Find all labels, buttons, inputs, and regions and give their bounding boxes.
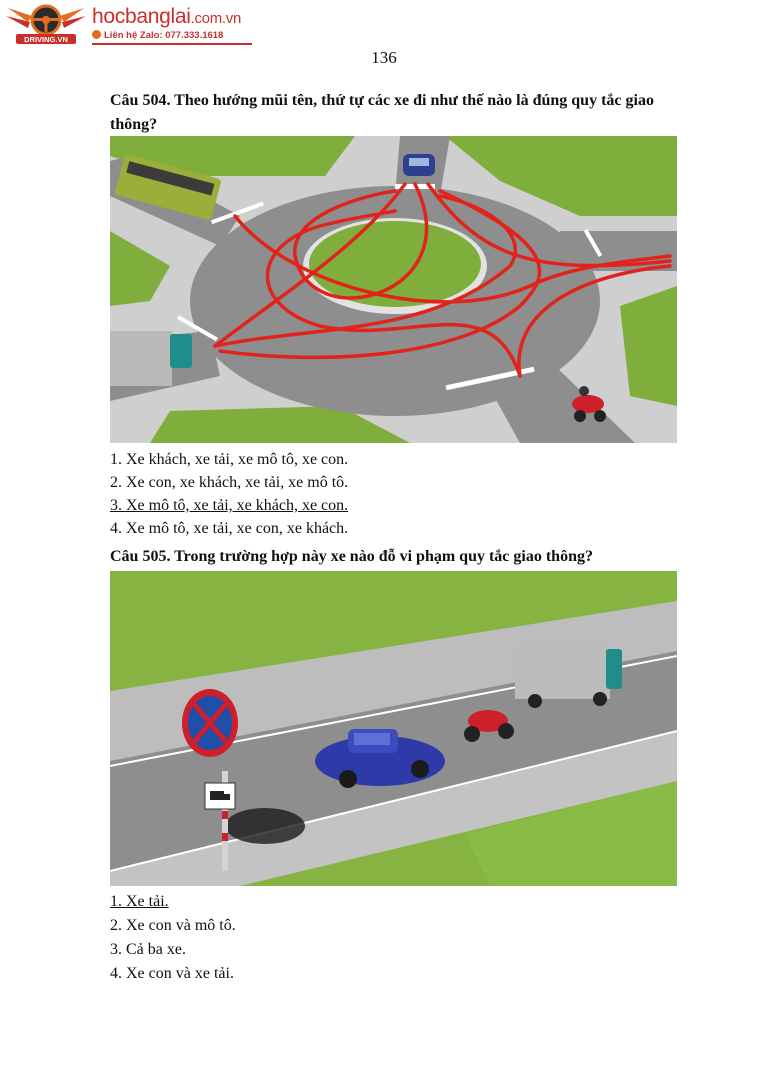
logo-badge-text: DRIVING.VN	[24, 35, 68, 44]
answer-504-4[interactable]: 4. Xe mô tô, xe tải, xe con, xe khách.	[110, 520, 349, 537]
steering-wheel-wings-icon	[4, 2, 88, 46]
phone-icon	[92, 30, 101, 39]
zalo-contact: Liên hệ Zalo: 077.333.1618	[92, 30, 223, 41]
car-vehicle	[403, 154, 435, 176]
brand-underline	[92, 43, 252, 45]
question-504-title: Câu 504. Theo hướng mũi tên, thứ tự các xe đi như thế nào là đúng quy tắc giao thông?	[110, 92, 654, 133]
center-island	[309, 221, 481, 307]
page-number: 136	[371, 48, 397, 67]
site-logo[interactable]	[4, 2, 254, 46]
answer-505-3[interactable]: 3. Cả ba xe.	[110, 941, 186, 958]
parked-truck	[515, 641, 622, 708]
answer-504-2[interactable]: 2. Xe con, xe khách, xe tải, xe mô tô.	[110, 474, 349, 491]
brand-name: hocbanglai.com.vn	[92, 5, 242, 28]
answer-505-1-correct[interactable]: 1. Xe tải.	[110, 893, 169, 910]
answer-505-4[interactable]: 4. Xe con và xe tải.	[110, 965, 234, 982]
roundabout-illustration	[110, 136, 677, 443]
sign-shadow	[225, 808, 305, 844]
question-505-title: Câu 505. Trong trường hợp này xe nào đỗ vi phạm quy tắc giao thông?	[110, 548, 593, 565]
parking-violation-illustration	[110, 571, 677, 886]
answer-504-3-correct[interactable]: 3. Xe mô tô, xe tải, xe khách, xe con.	[110, 497, 349, 514]
answer-505-2[interactable]: 2. Xe con và mô tô.	[110, 917, 236, 934]
answer-504-1[interactable]: 1. Xe khách, xe tải, xe mô tô, xe con.	[110, 451, 349, 468]
truck-supplementary-sign-icon	[205, 783, 235, 809]
